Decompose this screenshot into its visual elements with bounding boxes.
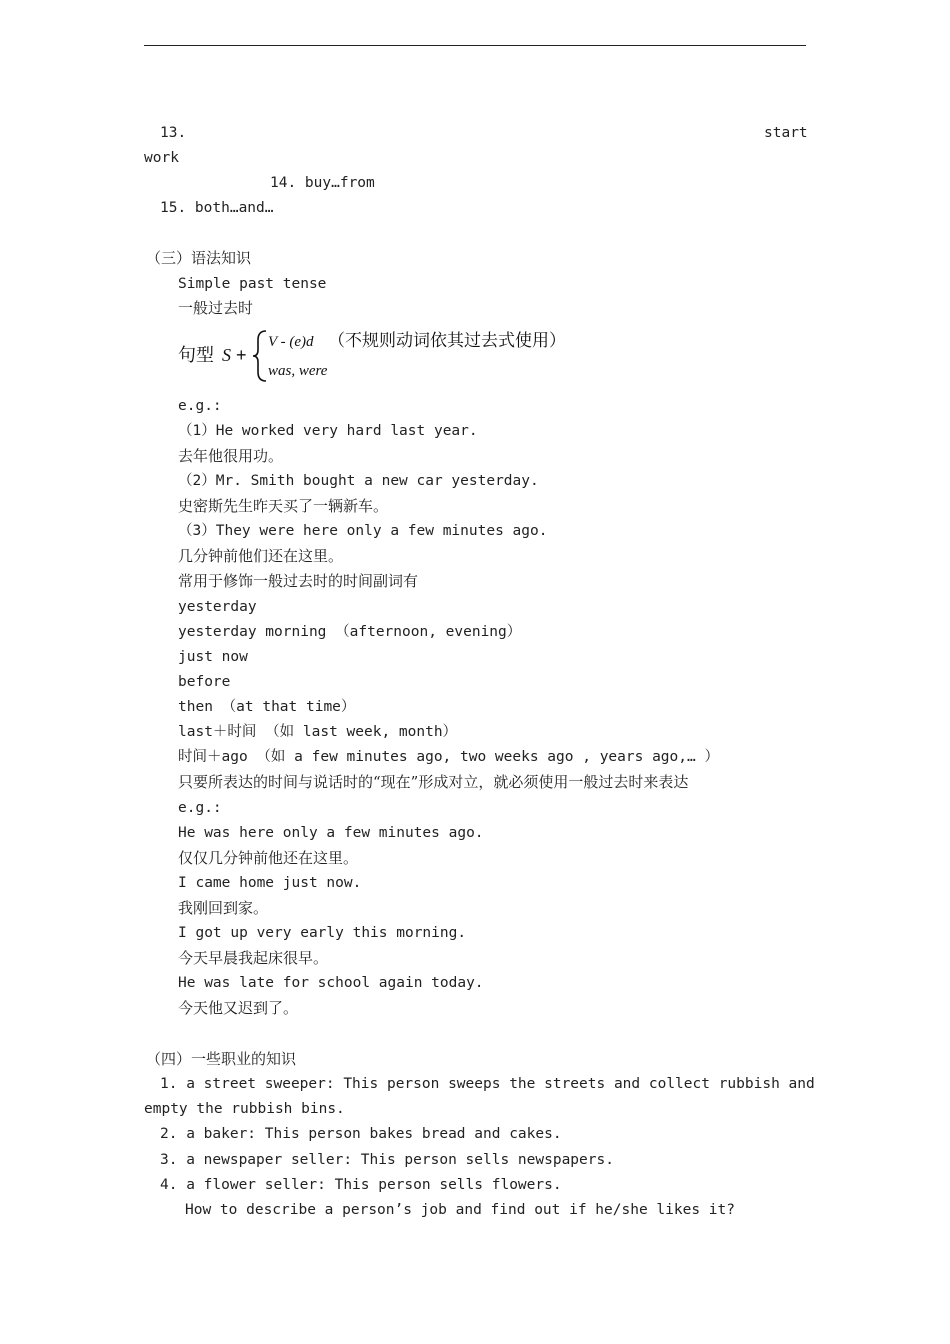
- adverb-item: then （at that time）: [178, 699, 356, 715]
- example-2-zh: 史密斯先生昨天买了一辆新车。: [178, 497, 389, 515]
- example2-2-en: I came home just now.: [178, 875, 362, 891]
- example2-2-zh: 我刚回到家。: [178, 899, 269, 917]
- example2-4-en: He was late for school again today.: [178, 975, 484, 991]
- jobs-heading: （四）一些职业的知识: [146, 1050, 297, 1068]
- grammar-title-en: Simple past tense: [178, 276, 327, 292]
- example2-3-zh: 今天早晨我起床很早。: [178, 949, 329, 967]
- example2-1-en: He was here only a few minutes ago.: [178, 825, 484, 841]
- sentence-pattern-formula: [178, 328, 618, 384]
- adverb-item: last＋时间 （如 last week, month）: [178, 724, 458, 740]
- job-item-3: 3. a newspaper seller: This person sells newspapers.: [160, 1152, 614, 1168]
- job-item-1-line2: empty the rubbish bins.: [144, 1101, 345, 1117]
- adverb-item: yesterday: [178, 599, 257, 615]
- example-3-zh: 几分钟前他们还在这里。: [178, 547, 344, 565]
- example2-1-zh: 仅仅几分钟前他还在这里。: [178, 849, 359, 867]
- job-item-2: 2. a baker: This person bakes bread and cakes.: [160, 1126, 562, 1142]
- curly-brace-icon: [253, 331, 266, 381]
- usage-rule: 只要所表达的时间与说话时的“现在”形成对立，就必须使用一般过去时来表达: [178, 773, 689, 791]
- formula-plus: +: [236, 345, 247, 365]
- vocab-item-13-start: start: [764, 125, 808, 141]
- grammar-heading: （三）语法知识: [146, 249, 252, 267]
- grammar-title-zh: 一般过去时: [178, 299, 254, 317]
- formula-form-regular: V - (e)d: [268, 334, 314, 350]
- example-1-zh: 去年他很用功。: [178, 447, 284, 465]
- example-3-en: （3）They were here only a few minutes ago.: [178, 523, 548, 539]
- example2-4-zh: 今天他又迟到了。: [178, 999, 299, 1017]
- adverb-item: 时间＋ago （如 a few minutes ago, two weeks ago , years ago,… ）: [178, 749, 719, 765]
- jobs-question: How to describe a person’s job and find out if he/she likes it?: [185, 1202, 735, 1218]
- formula-form-be: was, were: [268, 363, 328, 379]
- vocab-item-15: 15. both…and…: [160, 200, 274, 216]
- vocab-item-13-number: 13.: [160, 125, 187, 141]
- vocab-item-13-work: work: [144, 150, 179, 166]
- adverb-item: before: [178, 674, 231, 690]
- job-item-1-line1: 1. a street sweeper: This person sweeps the streets and collect rubbish and: [160, 1076, 815, 1092]
- formula-label: 句型: [178, 345, 214, 365]
- example-2-en: （2）Mr. Smith bought a new car yesterday.: [178, 473, 539, 489]
- job-item-4: 4. a flower seller: This person sells flowers.: [160, 1177, 562, 1193]
- vocab-item-14: 14. buy…from: [270, 175, 375, 191]
- example-1-en: （1）He worked very hard last year.: [178, 423, 478, 439]
- adverb-intro: 常用于修饰一般过去时的时间副词有: [178, 572, 419, 590]
- header-rule: [144, 45, 806, 46]
- example2-3-en: I got up very early this morning.: [178, 925, 467, 941]
- eg-label-2: e.g.:: [178, 800, 222, 816]
- formula-form-note: （不规则动词依其过去式使用）: [328, 331, 566, 350]
- adverb-item: yesterday morning （afternoon, evening）: [178, 624, 522, 640]
- formula-subject: S: [222, 345, 231, 365]
- eg-label-1: e.g.:: [178, 398, 222, 414]
- adverb-item: just now: [178, 649, 248, 665]
